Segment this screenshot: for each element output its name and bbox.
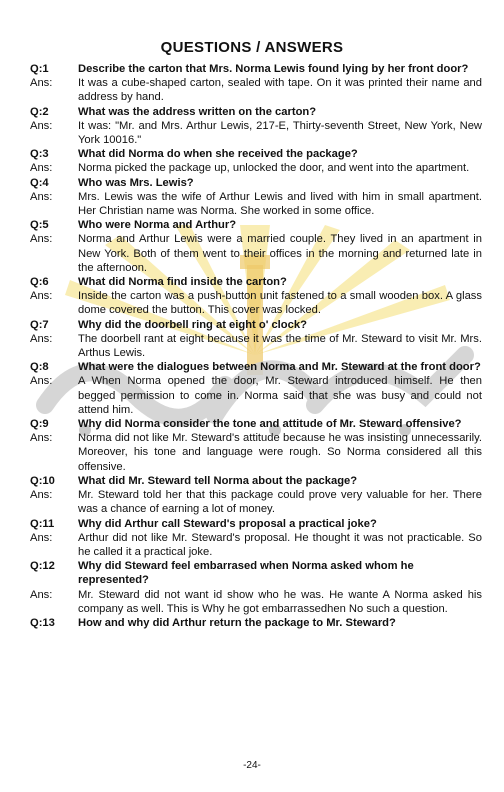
question-row [30,616,482,630]
answer-row-label: Ans: [30,588,53,601]
answer-row [30,161,482,175]
question-row [30,176,482,190]
question-row-text: Why did Arthur call Steward's proposal a practical joke? [78,517,377,530]
answer-row-text: It was: "Mr. and Mrs. Arthur Lewis, 217-E, Thirty-seventh Street, New York, New York 10016." [78,119,482,147]
answer-row-text: Norma and Arthur Lewis were a married couple. They lived in an apartment in New York. Both of them went to their offices in the morning and returned late in the afternoon. [78,233,482,274]
question-row-text: What did Mr. Steward tell Norma about the package? [78,474,358,487]
answer-row-label: Ans: [30,375,53,388]
question-row [30,218,482,232]
answer-row-text: The doorbell rant at eight because it was the time of Mr. Steward to visit Mr. Mrs. Arthus Lewis. [78,332,482,360]
question-row [30,62,482,76]
question-row-label: Q:3 [30,148,49,161]
question-row [30,559,482,587]
answer-row-label: Ans: [30,162,53,175]
question-row-label: Q:2 [30,105,49,118]
question-row [30,105,482,119]
question-row-text: What did Norma do when she received the package? [78,148,358,161]
answer-row-text: Norma picked the package up, unlocked the door, and went into the apartment. [78,162,470,175]
answer-row-text: It was a cube-shaped carton, sealed with tape. On it was printed their name and address by hand. [78,77,482,104]
answer-row [30,531,482,559]
question-row-text: Who were Norma and Arthur? [78,219,237,232]
answer-row [30,289,482,317]
question-row-label: Q:9 [30,418,49,431]
question-row-text: How and why did Arthur return the package to Mr. Steward? [78,616,396,629]
question-row-label: Q:7 [30,318,49,331]
answer-row-label: Ans: [30,119,53,132]
answer-row [30,332,482,360]
question-row [30,474,482,488]
qa-list [30,62,482,630]
answer-row-label: Ans: [30,531,53,544]
page-number: -24- [243,760,261,771]
answer-row [30,232,482,275]
answer-row-text: Mrs. Lewis was the wife of Arthur Lewis and lived with him in small apartment. Her Christian name was Norma. She worked in some office. [78,190,482,218]
question-row [30,360,482,374]
answer-row-label: Ans: [30,190,53,203]
question-row-label: Q:10 [30,474,55,487]
question-row-text: What were the dialogues between Norma and Mr. Steward at the front door? [78,361,481,374]
question-row [30,275,482,289]
answer-row [30,431,482,474]
answer-row-label: Ans: [30,432,53,445]
question-row [30,147,482,161]
answer-row-text: Inside the carton was a push-button unit fastened to a small wooden box. A glass dome covered the button. This cover was locked. [78,290,482,317]
question-row-text: Who was Mrs. Lewis? [78,176,194,189]
answer-row-label: Ans: [30,332,53,345]
answer-row-text: Mr. Steward did not want id show who he was. He wante A Norma asked his company as well. This is Why he got embarrassedhen No such a question. [78,588,482,615]
question-row-label: Q:1 [30,63,49,75]
answer-row [30,588,482,616]
question-row-text: Why did Norma consider the tone and attitude of Mr. Steward offensive? [78,418,462,431]
question-row-label: Q:6 [30,276,49,289]
answer-row-text: Norma did not like Mr. Steward's attitude because he was insisting unnecessarily. Moreover, his tone and language were rough. So Norma considered all this offensive. [78,432,482,473]
question-row-text: Describe the carton that Mrs. Norma Lewis found lying by her front door? [78,63,469,75]
answer-row-text: Arthur did not like Mr. Steward's proposal. He thought it was not practicable. So he called it a practical joke. [78,531,482,558]
answer-row-label: Ans: [30,290,53,303]
answer-row-label: Ans: [30,233,53,246]
page-title: QUESTIONS / ANSWERS [160,39,344,56]
answer-row-label: Ans: [30,489,53,502]
question-row-label: Q:11 [30,517,55,530]
answer-row [30,488,482,516]
question-row-text: Why did the doorbell ring at eight o' clock? [78,318,307,331]
question-row [30,318,482,332]
question-row [30,417,482,431]
answer-row [30,190,482,218]
question-row-label: Q:8 [30,361,49,374]
answer-row [30,374,482,417]
question-row-text: What was the address written on the carton? [78,105,317,118]
question-row-text: Why did Steward feel embarrased when Norma asked whom he represented? [78,560,414,587]
answer-row [30,76,482,104]
question-row [30,517,482,531]
question-row-label: Q:4 [30,176,49,189]
answer-row-label: Ans: [30,77,53,90]
answer-row-text: A When Norma opened the door, Mr. Steward introduced himself. He then begged permission to come in. Norma said that she was busy and could not attend him. [78,375,482,416]
question-row-label: Q:12 [30,560,55,573]
answer-row [30,119,482,147]
question-row-text: What did Norma find inside the carton? [78,276,287,289]
question-row-label: Q:13 [30,616,55,629]
question-row-label: Q:5 [30,219,49,232]
answer-row-text: Mr. Steward told her that this package could prove very valuable for her. There was a chance of earning a lot of money. [78,489,482,516]
